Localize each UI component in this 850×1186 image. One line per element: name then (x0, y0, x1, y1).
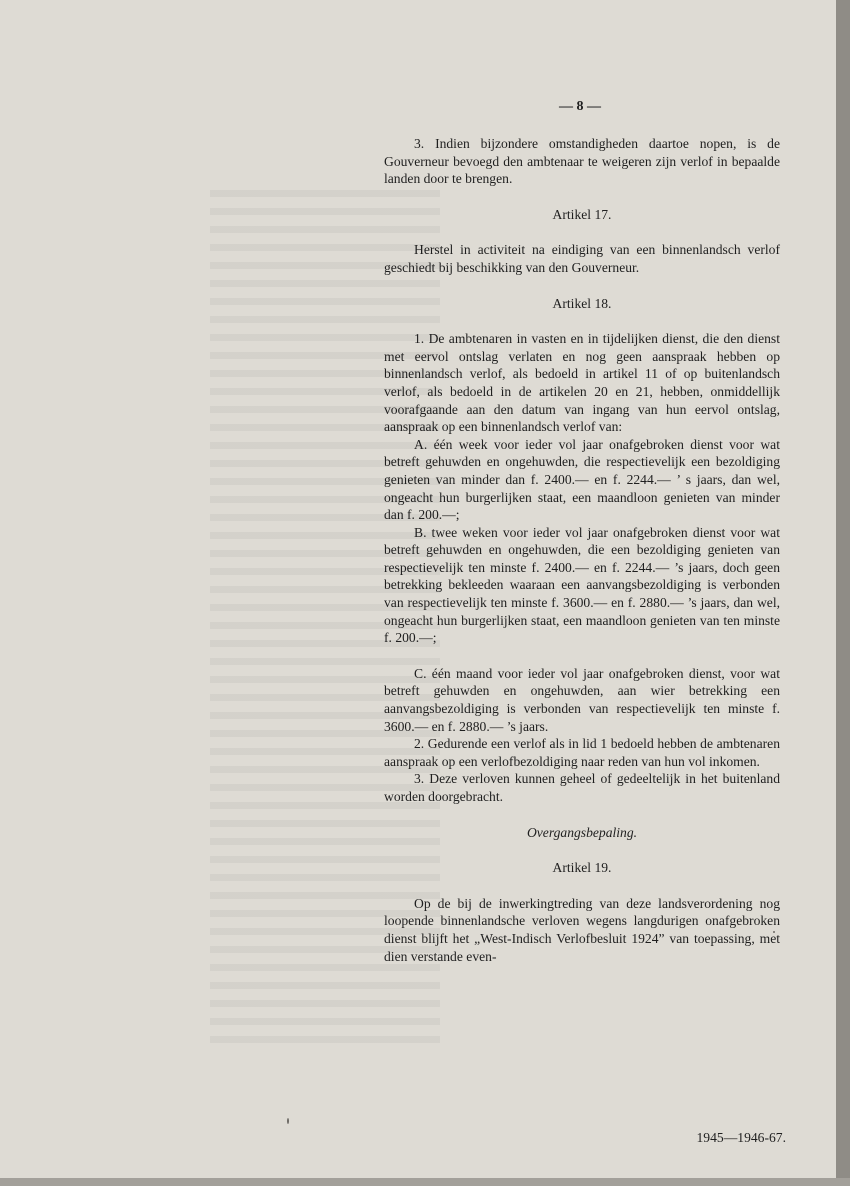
paper-speck (287, 1118, 289, 1124)
article-18-para-a: A. één week voor ieder vol jaar onafgebroken dienst voor wat betreft gehuwden en ongehuwden, die respectievelijk een bezoldiging genieten van minder dan f. 2400.— en f. 2244.— ’ s jaars, dan wel, ongeacht hun burgerlijken staat, een maandloon genieten van minder dan f. 200.—; (384, 436, 780, 523)
transition-heading: Overgangsbepaling. (526, 824, 638, 840)
article-18-para-2: 2. Gedurende een verlof als in lid 1 bedoeld hebben de ambtenaren aanspraak op een verlofbezoldiging naar reden van hun vol inkomen. (384, 736, 780, 769)
page-edge-bottom (0, 1178, 850, 1186)
text-column (384, 135, 780, 965)
paragraph-3: 3. Indien bijzondere omstandigheden daartoe nopen, is de Gouverneur bevoegd den ambtenaar te weigeren zijn verlof in bepaalde landen door te brengen. (384, 136, 780, 187)
article-18-heading: Artikel 18. (552, 295, 612, 311)
page-number: — 8 — (559, 99, 601, 114)
article-18-para-3: 3. Deze verloven kunnen geheel of gedeeltelijk in het buitenland worden doorgebracht. (384, 771, 780, 804)
page-edge-right (836, 0, 850, 1186)
article-17-heading: Artikel 17. (552, 206, 612, 222)
article-19-heading: Artikel 19. (552, 860, 612, 876)
article-18-para-1: 1. De ambtenaren in vasten en in tijdelijken dienst, die den dienst met eervol ontslag verlaten en nog geen aanspraak hebben op binnenlandsch verlof, als bedoeld in artikel 11 of op buitenlandsch verlof, als bedoeld in de artikelen 20 en 21, hebben, onmiddellijk voorafgaande aan den datum van ingang van hun eervol ontslag, aanspraak op een binnenlandsch verlof van: (384, 331, 780, 435)
article-19-text: Op de bij de inwerkingtreding van deze landsverordening nog loopende binnenlandsche verloven wegens langdurigen onafgebroken dienst blijft het „West-Indisch Verlofbesluit 1924” van toepassing, met dien verstande even- (384, 895, 780, 964)
footer-code: 1945—1946-67. (696, 1130, 786, 1145)
article-18-para-c: C. één maand voor ieder vol jaar onafgebroken dienst, voor wat betreft gehuwden en ongehuwden, aan wier betrekking een aanvangsbezoldiging is verbonden van respectievelijk ten minste f. 3600.— en f. 2880.— ’s jaars. (384, 665, 780, 734)
article-18-para-b: B. twee weken voor ieder vol jaar onafgebroken dienst voor wat betreft gehuwden en ongehuwden, die een bezoldiging genieten van respectievelijk ten minste f. 2400.— en f. 2244.— ’s jaars, doch geen betrekking bekleeden waaraan een aanvangsbezoldiging is verbonden van respectievelijk ten minste f. 3600.— en f. 2880.— ’s jaars, dan wel, ongeacht hun burgerlijken staat, een maandloon genieten van ten minste f. 200.—; (384, 524, 780, 646)
article-17-text: Herstel in activiteit na eindiging van een binnenlandsch verlof geschiedt bij beschikking van den Gouverneur. (384, 242, 780, 275)
